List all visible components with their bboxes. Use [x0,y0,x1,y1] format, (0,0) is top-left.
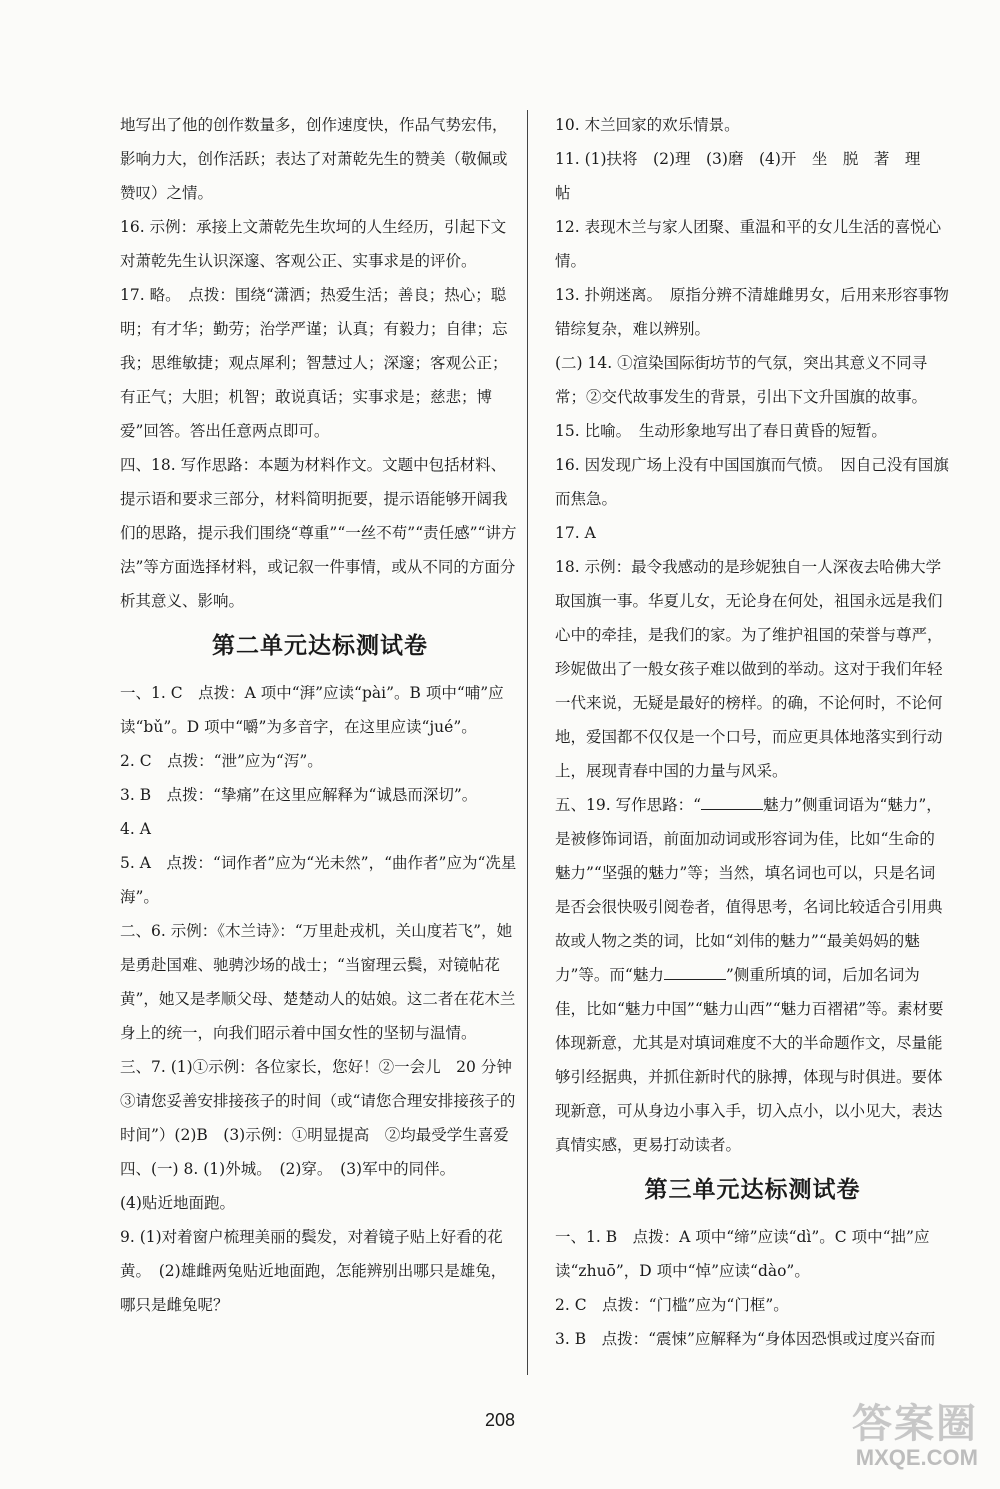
u2-answer-2: 2. C 点拨：“泄”应为“泻”。 [120,752,323,770]
watermark-url: MXQE.COM [855,1445,978,1470]
u2-answer-7b: ③请您妥善安排接孩子的时间（或“请您合理安排接孩子的时间”）(2)B (3)示例：①明显提高 ②均最受学生喜爱 [120,1092,516,1144]
answer-14: (二) 14. ①渲染国际街坊节的气氛，突出其意义不同寻常；②交代故事发生的背景，引出下文升国旗的故事。 [555,354,928,406]
fill-blank-line [664,965,726,980]
answer-11: 11. (1)扶将 (2)理 (3)磨 (4)开 坐 脱 著 理 帖 [555,150,936,202]
u2-answer-3: 3. B 点拨：“挚痛”在这里应解释为“诚恳而深切”。 [120,786,478,804]
column-divider [527,110,528,1375]
u3-answer-1: 一、1. B 点拨：A 项中“缔”应读“dì”。C 项中“拙”应读“zhuō”，D 项中“悼”应读“dào”。 [555,1228,930,1280]
answer-15: 15. 比喻。 生动形象地写出了春日黄昏的短暂。 [555,422,887,440]
answer-17-right: 17. A [555,524,596,542]
u2-answer-1: 一、1. C 点拨：A 项中“湃”应读“pài”。B 项中“哺”应读“bǔ”。D 项中“嚼”为多音字，在这里应读“jué”。 [120,684,504,736]
watermark [798,1402,978,1474]
page-number: 208 [484,1410,516,1430]
answer-17: 17. 略。 点拨：围绕“潇洒；热爱生活；善良；热心；聪明；有才华；勤劳；治学严谨；认真；有毅力；自律；忘我；思维敏捷；观点犀利；智慧过人；深邃；客观公正；有正气；大胆；机智；敢说真话；实事求是；慈悲；博爱”回答。答出任意两点即可。 [120,286,508,440]
unit-3-heading: 第三单元达标测试卷 [644,1177,861,1203]
q19-end: ”侧重所填的词，后加名词为佳，比如“魅力中国”“魅力山西”“魅力百褶裙”等。素材要体现新意，尤其是对填词难度不大的半命题作文，尽量能够引经据典，并抓住新时代的脉搏，体现与时俱进。要体现新意，可从身边小事入手，切入点小，以小见大，表达真情实感，更易打动读者。 [555,966,944,1154]
answer-16-right: 16. 因发现广场上没有中国国旗而气愤。 因自己没有国旗而焦急。 [555,456,949,508]
u2-answer-5: 5. A 点拨：“词作者”应为“光未然”，“曲作者”应为“冼星海”。 [120,854,517,906]
u3-answer-2: 2. C 点拨：“门槛”应为“门框”。 [555,1296,789,1314]
u2-answer-4: 4. A [120,820,151,838]
left-column [120,108,520,1322]
left-line-2: 影响力大，创作活跃；表达了对萧乾先生的赞美（敬佩或 [120,150,508,168]
left-line-1: 地写出了他的创作数量多，创作速度快，作品气势宏伟， [120,116,508,134]
q19-prefix: 五、19. 写作思路：“ [555,796,702,814]
u2-answer-9: 9. (1)对着窗户梳理美丽的鬓发，对着镜子贴上好看的花黄。 (2)雄雌两兔贴近地面跑，怎能辨别出哪只是雄兔，哪只是雌兔呢？ [120,1228,507,1314]
u2-answer-8a: 四、(一) 8. (1)外城。 (2)穿。 (3)军中的同伴。 [120,1160,456,1178]
u3-answer-3: 3. B 点拨：“震悚”应解释为“身体因恐惧或过度兴奋而 [555,1330,936,1348]
answer-13: 13. 扑朔迷离。 原指分辨不清雄雌男女，后用来形容事物错综复杂，难以辨别。 [555,286,949,338]
answer-18-right: 18. 示例：最令我感动的是珍妮独自一人深夜去哈佛大学取国旗一事。华夏儿女，无论身在何处，祖国永远是我们心中的牵挂，是我们的家。为了维护祖国的荣誉与尊严，珍妮做出了一般女孩子难以做到的举动。这对于我们年轻一代来说，无疑是最好的榜样。的确，不论何时，不论何地，爱国都不仅仅是一个口号，而应更具体地落实到行动上，展现青春中国的力量与风采。 [555,558,943,780]
q19-middle: 魅力”侧重词语为“魅力”，是被修饰词语，前面加动词或形容词为佳，比如“生命的魅力”“坚强的魅力”等；当然，填名词也可以，只是名词是否会很快吸引阅卷者，值得思考，名词比较适合引用典故或人物之类的词，比如“刘伟的魅力”“最美妈妈的魅力”等。而“魅力 [555,796,943,984]
u2-answer-7a: 三、7. (1)①示例：各位家长，您好！②一会儿 20 分钟 [120,1058,512,1076]
answer-10: 10. 木兰回家的欢乐情景。 [555,116,740,134]
u2-answer-6: 二、6. 示例：《木兰诗》：“万里赴戎机，关山度若飞”，她是勇赴国难、驰骋沙场的战士；“当窗理云鬓，对镜帖花黄”，她又是孝顺父母、楚楚动人的姑娘。这二者在花木兰身上的统一，向我们昭示着中国女性的坚韧与温情。 [120,922,516,1042]
unit-2-heading: 第二单元达标测试卷 [212,633,428,659]
watermark-logo: 答案圈 [852,1401,978,1447]
answer-19-writing [555,788,950,1162]
u2-answer-8b: (4)贴近地面跑。 [120,1194,235,1212]
left-line-3: 赞叹）之情。 [120,184,214,202]
right-column [555,108,950,1356]
answer-18-writing: 四、18. 写作思路：本题为材料作文。文题中包括材料、提示语和要求三部分，材料简明扼要，提示语能够开阔我们的思路，提示我们围绕“尊重”“一丝不苟”“责任感”“讲方法”等方面选择材料，或记叙一件事情，或从不同的方面分析其意义、影响。 [120,456,517,610]
answer-12: 12. 表现木兰与家人团聚、重温和平的女儿生活的喜悦心情。 [555,218,942,270]
answer-16: 16. 示例：承接上文萧乾先生坎坷的人生经历，引起下文对萧乾先生认识深邃、客观公正、实事求是的评价。 [120,218,507,270]
fill-blank-line [701,795,763,810]
